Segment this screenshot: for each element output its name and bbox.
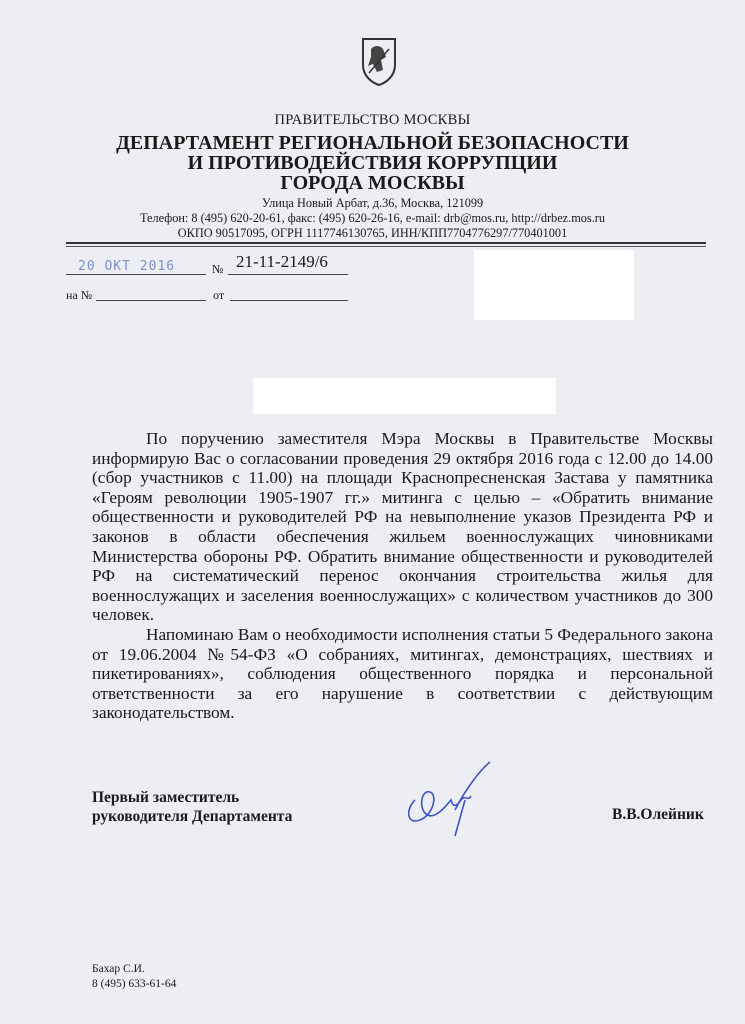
contacts-line: Телефон: 8 (495) 620-20-61, факс: (495) 620-26-16, e-mail: drb@mos.ru, http://drbez.mos.ru	[139, 211, 606, 225]
redacted-recipient	[474, 250, 634, 320]
body-paragraph: Напоминаю Вам о необходимости исполнения статьи 5 Федерального закона от 19.06.2004 №54-ФЗ «О собраниях, митингах, демонстрациях, шествиях и пикетированиях», соблюдения общественного порядка и персональной ответственности за его нарушение в соответствии с действующим законодательством.	[92, 624, 713, 723]
executor-name: Бахар С.И.	[92, 963, 145, 975]
reply-date-line	[230, 300, 348, 301]
executor-phone: 8 (495) 633-61-64	[92, 978, 177, 990]
date-stamp: 20 ОКТ 2016	[78, 259, 176, 274]
redacted-salutation	[253, 378, 556, 414]
body-paragraph: По поручению заместителя Мэра Москвы в Правительстве Москвы информирую Вас о согласовании проведения 29 октября 2016 года с 12.00 до 14.00 (сбор участников с 11.00) на площади Краснопресненская Застава у памятника «Героям революции 1905-1907 гг.» митинга с целью – «Обратить внимание общественности и руководителей РФ на невыполнение указов Президента РФ и законов в области обеспечения жильем военнослужащих чиновниками Министерства обороны РФ. Обратить внимание общественности и руководителей РФ на систематический перенос окончания строительства жилья для военнослужащих и заселения военнослужащих» с количеством участников до 300 человек.	[92, 429, 713, 625]
from-label: от	[213, 288, 225, 302]
government-name: ПРАВИТЕЛЬСТВО МОСКВЫ	[274, 112, 471, 128]
reply-to-label: на №	[66, 288, 93, 302]
registry-codes-line: ОКПО 90517095, ОГРН 1117746130765, ИНН/КПП7704776297/770401001	[177, 226, 568, 240]
signatory-name: В.В.Олейник	[612, 806, 704, 823]
reply-number-line	[96, 300, 206, 301]
header-divider	[66, 242, 706, 244]
position-line: руководителя Департамента	[92, 808, 293, 825]
date-line	[66, 274, 206, 275]
executor-info	[92, 962, 176, 992]
signatory-position	[92, 788, 292, 826]
department-title-line: ДЕПАРТАМЕНТ РЕГИОНАЛЬНОЙ БЕЗОПАСНОСТИ	[116, 132, 629, 154]
address-line: Улица Новый Арбат, д.36, Москва, 121099	[261, 196, 484, 210]
department-title-line: ГОРОДА МОСКВЫ	[280, 172, 465, 194]
department-title-line: И ПРОТИВОДЕЙСТВИЯ КОРРУПЦИИ	[187, 152, 558, 174]
number-label: №	[212, 262, 224, 276]
moscow-coat-of-arms-icon	[359, 35, 399, 92]
letter-body	[92, 429, 713, 723]
number-line	[228, 274, 348, 275]
handwritten-signature	[395, 760, 505, 845]
header-divider	[66, 246, 706, 247]
position-line: Первый заместитель	[92, 789, 240, 806]
outgoing-number: 21-11-2149/6	[236, 252, 328, 271]
